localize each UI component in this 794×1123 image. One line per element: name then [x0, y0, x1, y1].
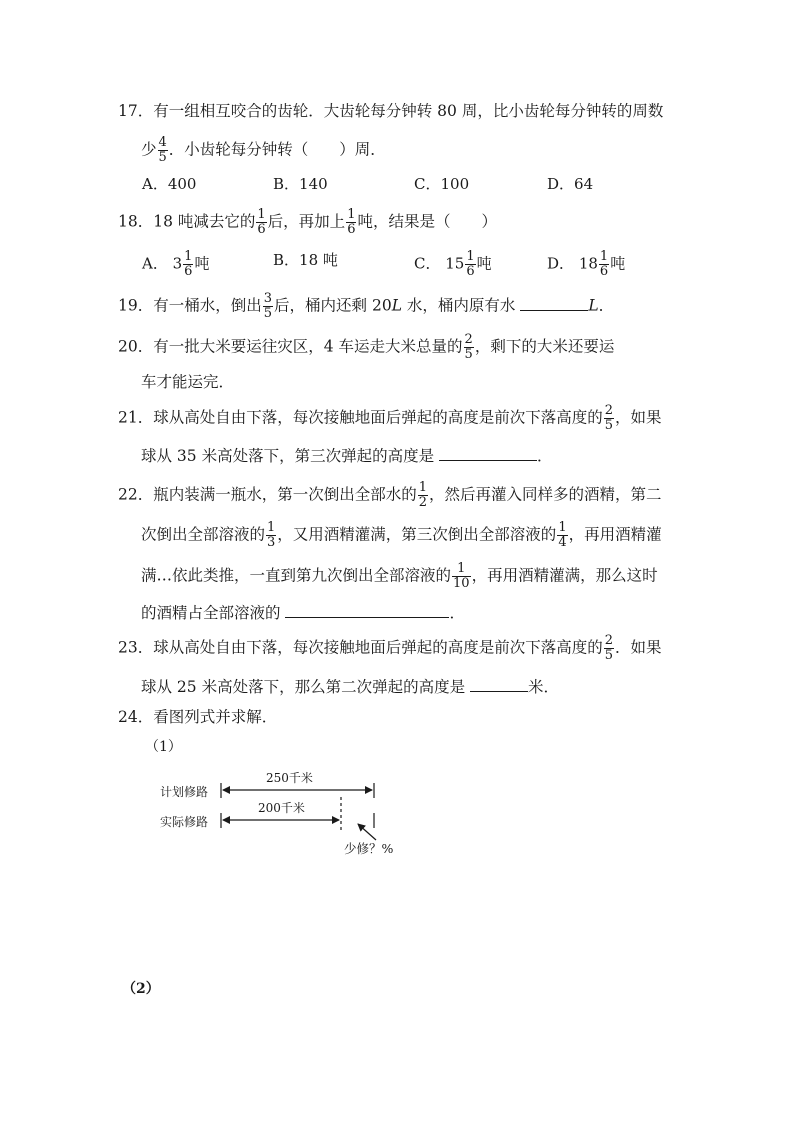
q19-unit-l-end: L — [588, 296, 599, 315]
q18-opt-d-whole: 18 — [578, 254, 598, 273]
q21-number: 21． — [118, 408, 154, 427]
q23-end: 米． — [528, 678, 560, 696]
q17-frac-num: 4 — [158, 135, 167, 150]
q17-frac-den: 5 — [158, 150, 167, 165]
q17-fraction — [158, 136, 168, 165]
q18-text-2: 后，再加上 — [267, 212, 346, 231]
q20-text-1: 有一批大米要运往灾区，4 车运走大米总量的 — [153, 337, 463, 356]
q21-frac-num: 2 — [604, 403, 614, 418]
q17-text-post: ．小齿轮每分钟转（ ）周． — [168, 140, 386, 159]
q19-line — [118, 292, 614, 321]
q18-opt-a-label: A． — [142, 254, 168, 273]
q21-frac-den: 5 — [604, 418, 614, 433]
q22-frac4-den: 10 — [453, 576, 470, 591]
q22-frac1-num: 1 — [418, 480, 428, 495]
q20-line1 — [118, 333, 614, 362]
q22-text-l4: 的酒精占全部溶液的 — [141, 604, 286, 622]
q17-number: 17． — [118, 102, 154, 120]
q18-fraction-1 — [256, 208, 266, 237]
q23-text-line2: 球从 25 米高处落下，那么第二次弹起的高度是 — [141, 678, 471, 696]
q24-number: 24． — [118, 708, 154, 726]
q23-frac-den: 5 — [604, 648, 614, 663]
q19-end: ． — [598, 296, 615, 315]
q17-option-d: D．64 — [547, 175, 594, 193]
q19-frac-den: 5 — [263, 306, 273, 321]
actual-label: 实际修路 — [160, 815, 209, 829]
q22-fraction-2 — [266, 521, 276, 550]
q22-text-l2b: ，又用酒精灌满，第三次倒出全部溶液的 — [277, 525, 557, 544]
q19-text-1: 有一桶水，倒出 — [153, 296, 262, 315]
q21-text-line2: 球从 35 米高处落下，第三次弹起的高度是 — [141, 447, 440, 465]
q18-opt-c-fraction — [465, 250, 475, 279]
q24-sub2-label: （2） — [122, 981, 160, 997]
q21-answer-blank[interactable] — [439, 445, 537, 461]
q18-opt-a-den: 6 — [184, 264, 193, 279]
q18-text-3: 吨，结果是（ ） — [357, 212, 497, 231]
q18-option-c — [414, 250, 492, 279]
q22-frac3-num: 1 — [558, 520, 567, 535]
q24-sub1-label: （1） — [145, 739, 182, 755]
q18-option-a — [142, 250, 209, 279]
q18-option-b: B．18 吨 — [273, 251, 338, 269]
q21-text-2: ，如果 — [615, 408, 662, 427]
q23-fraction — [604, 634, 614, 663]
q21-end: ． — [537, 447, 553, 465]
actual-value: 200千米 — [258, 801, 305, 815]
q22-end: ． — [449, 604, 465, 622]
q17-text: 有一组相互咬合的齿轮．大齿轮每分钟转 80 周，比小齿轮每分钟转的周数 — [153, 102, 664, 120]
q20-fraction — [464, 333, 474, 362]
question-label: 少修？% — [344, 841, 394, 856]
q21-fraction — [604, 404, 614, 433]
q24-line — [118, 707, 277, 727]
q18-opt-a-unit: 吨 — [194, 254, 210, 273]
q21-text-1: 球从高处自由下落，每次接触地面后弹起的高度是前次下落高度的 — [153, 408, 603, 427]
q23-line1 — [118, 634, 662, 663]
q22-frac2-den: 3 — [267, 535, 276, 550]
q18-opt-d-fraction — [599, 250, 609, 279]
plan-value: 250千米 — [266, 771, 313, 785]
question-pointer — [358, 824, 376, 840]
q20-line2: 车才能运完． — [141, 373, 235, 391]
q18-opt-c-den: 6 — [466, 264, 475, 279]
q17-option-b: B．140 — [273, 175, 328, 193]
q19-text-2: 后，桶内还剩 20 — [274, 296, 392, 315]
q19-answer-blank[interactable] — [520, 295, 588, 311]
q18-opt-c-unit: 吨 — [476, 254, 492, 273]
q18-line1 — [118, 208, 497, 237]
q17-line2 — [141, 136, 386, 165]
q18-opt-d-unit: 吨 — [610, 254, 626, 273]
q22-frac2-num: 1 — [267, 520, 276, 535]
q19-frac-num: 3 — [263, 291, 273, 306]
plan-label: 计划修路 — [160, 785, 209, 799]
q18-opt-a-fraction — [183, 250, 193, 279]
q18-frac2-num: 1 — [347, 207, 356, 222]
q22-fraction-3 — [557, 521, 567, 550]
q18-frac1-num: 1 — [257, 207, 266, 222]
q18-opt-a-num: 1 — [184, 249, 193, 264]
q22-line4 — [141, 602, 465, 623]
q23-number: 23． — [118, 638, 154, 657]
q24-text: 看图列式并求解． — [153, 708, 278, 726]
q18-option-d — [547, 250, 625, 279]
q19-text-3: 水，桶内原有水 — [401, 296, 521, 315]
q23-text-1: 球从高处自由下落，每次接触地面后弹起的高度是前次下落高度的 — [153, 638, 603, 657]
q19-number: 19． — [118, 296, 154, 315]
q22-text-2: ，然后再灌入同样多的酒精，第二 — [429, 485, 662, 504]
q18-opt-d-num: 1 — [599, 249, 609, 264]
q23-answer-blank[interactable] — [470, 676, 528, 692]
q17-option-a: A．400 — [142, 175, 197, 193]
q22-text-l3a: 满…依此类推，一直到第九次倒出全部溶液的 — [141, 566, 452, 585]
q18-number: 18． — [118, 212, 154, 231]
q18-text-1: 18 吨减去它的 — [153, 212, 256, 231]
q20-frac-den: 5 — [464, 347, 473, 362]
q22-text-l3b: ，再用酒精灌满，那么这时 — [471, 566, 658, 585]
q21-line1 — [118, 404, 662, 433]
q22-text-l2a: 次倒出全部溶液的 — [141, 525, 266, 544]
q17-option-c: C．100 — [414, 175, 470, 193]
q22-number: 22． — [118, 485, 154, 504]
q20-number: 20． — [118, 337, 154, 356]
q23-line2 — [141, 676, 559, 697]
q22-line2 — [141, 521, 662, 550]
q18-opt-c-num: 1 — [466, 249, 475, 264]
q18-opt-c-whole: 15 — [445, 254, 465, 273]
q18-frac2-den: 6 — [347, 222, 356, 237]
q22-text-1: 瓶内装满一瓶水，第一次倒出全部水的 — [153, 485, 417, 504]
q18-opt-a-whole: 3 — [172, 254, 183, 273]
q23-frac-num: 2 — [604, 633, 614, 648]
q18-fraction-2 — [346, 208, 356, 237]
q22-text-l2c: ，再用酒精灌 — [568, 525, 662, 544]
q22-frac4-num: 1 — [452, 562, 471, 577]
q23-text-2: ．如果 — [615, 638, 662, 657]
q18-opt-c-label: C． — [414, 254, 441, 273]
q22-line1 — [118, 481, 662, 510]
q22-frac3-den: 4 — [558, 535, 567, 550]
q22-answer-blank[interactable] — [285, 602, 449, 618]
q19-fraction — [263, 292, 273, 321]
q20-text-2: ，剩下的大米还要运 — [474, 337, 615, 356]
q22-fraction-1 — [418, 481, 428, 510]
q17-line1 — [118, 101, 663, 121]
q18-opt-d-label: D． — [547, 254, 575, 273]
q22-frac1-den: 2 — [418, 495, 428, 510]
q18-frac1-den: 6 — [257, 222, 266, 237]
q22-line3 — [141, 562, 658, 591]
q21-line2 — [141, 445, 553, 466]
q20-frac-num: 2 — [464, 332, 473, 347]
q17-text-pre: 少 — [141, 140, 157, 159]
q19-unit-l: L — [391, 296, 402, 315]
q22-fraction-4 — [452, 562, 471, 591]
q18-opt-d-den: 6 — [599, 264, 609, 279]
